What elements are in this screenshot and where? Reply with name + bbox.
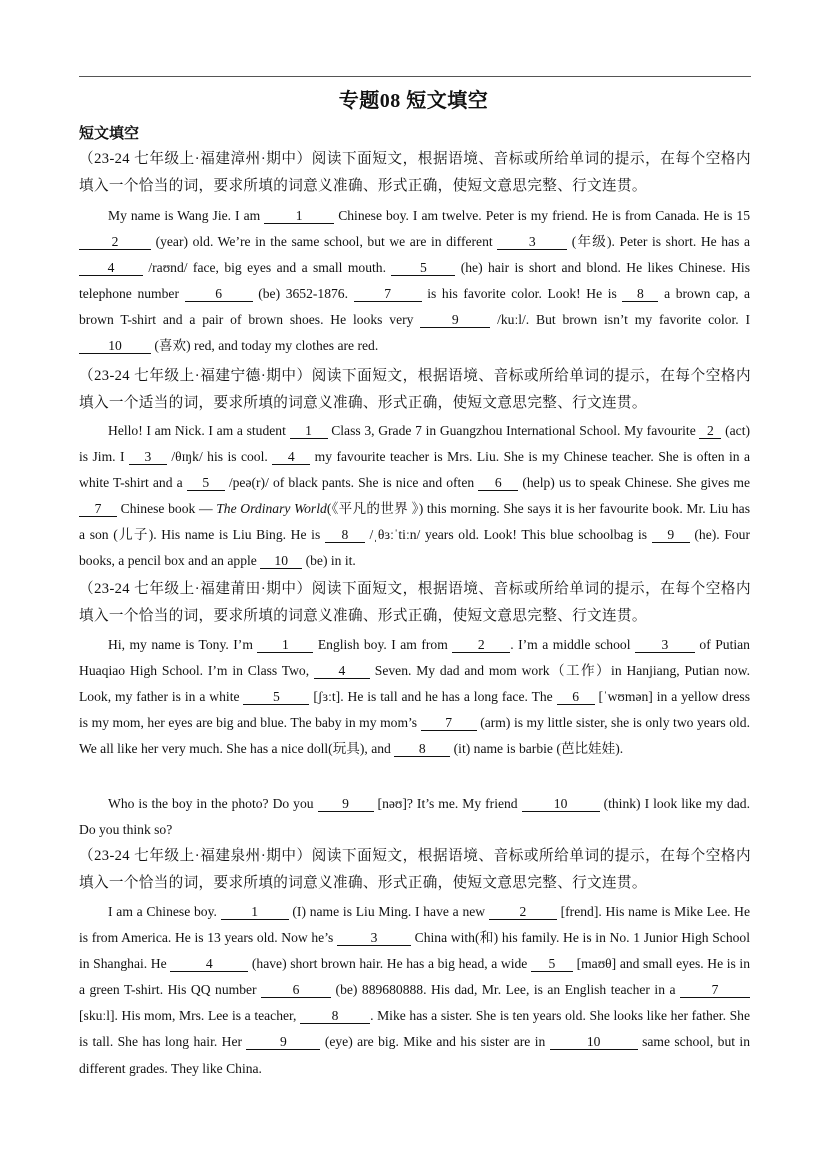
passage-3-text: Hi, my name is Tony. I’m 1 English boy. I am from 2 . I’m a middle school 3 of Putian Huaqiao High School. I’m in Class Two, 4 Seven. My dad and mom work（工作）in Hanjiang, Putian now. Look, my father is in a white 5 [ʃɜːt]. He is tall and he has a long face. The 6 [ˈwʊmən] in a yellow dress is my mom, her eyes are big and blue. The baby in my mom’s 7 (arm) is my little sister, she is only two years old. We all like her very much. She has a nice doll(玩具), and 8 (it) name is barbie (芭比娃娃). — [79, 637, 750, 757]
blank-1[interactable]: 1 — [257, 637, 313, 653]
blank-8[interactable]: 8 — [394, 741, 450, 757]
blank-1[interactable]: 1 — [290, 423, 328, 439]
passage-1-text: My name is Wang Jie. I am 1 Chinese boy. I am twelve. Peter is my friend. He is from Canada. He is 15 2 (year) old. We’re in the same school, but we are in different 3 (年级). Peter is short. He has a 4 /raʊnd/ face, big eyes and a small mouth. 5 (he) hair is short and blond. He likes Chinese. His telephone number 6 (be) 3652-1876. 7 is his favorite color. Look! He is 8 a brown cap, a brown T-shirt and a pair of brown shoes. He looks very 9 /kuːl/. But brown isn’t my favorite color. I 10 (喜欢) red, and today my clothes are red. — [79, 208, 750, 354]
blank-7[interactable]: 7 — [421, 715, 477, 731]
blank-4[interactable]: 4 — [272, 449, 310, 465]
blank-3[interactable]: 3 — [337, 930, 411, 946]
passage-4-intro: （23-24 七年级上·福建泉州·期中）阅读下面短文，根据语境、音标或所给单词的提示，在每个空格内填入一个恰当的词，要求所填的词意义准确、形式正确，使短文意思完整、行文连贯。 — [79, 848, 751, 891]
blank-2[interactable]: 2 — [489, 904, 557, 920]
blank-7[interactable]: 7 — [354, 286, 422, 302]
section-heading: 短文填空 — [79, 126, 140, 142]
blank-2[interactable]: 2 — [452, 637, 510, 653]
blank-3[interactable]: 3 — [497, 234, 567, 250]
blank-8[interactable]: 8 — [622, 286, 658, 302]
blank-6[interactable]: 6 — [185, 286, 253, 302]
blank-10[interactable]: 10 — [260, 553, 302, 569]
blank-2[interactable]: 2 — [79, 234, 151, 250]
passage-2-text: Hello! I am Nick. I am a student 1 Class 3, Grade 7 in Guangzhou International School. My favourite 2 (act) is Jim. I 3 /θɪŋk/ his is cool. 4 my favourite teacher is Mrs. Liu. She is my Chinese teacher. She is often in a white T-shirt and a 5 /peə(r)/ of black pants. She is nice and often 6 (help) us to speak Chinese. She gives me 7 Chinese book — The Ordinary World(《平凡的世界 》) this morning. She says it is her favourite book. Mr. Liu has a son (儿子). His name is Liu Bing. He is 8 /ˌθɜːˈtiːn/ years old. Look! This blue schoolbag is 9 (he). Four books, a pencil box and an apple 10 (be) in it. — [79, 423, 751, 569]
blank-3[interactable]: 3 — [129, 449, 167, 465]
blank-1[interactable]: 1 — [264, 208, 334, 224]
passage-1-intro: （23-24 七年级上·福建漳州·期中）阅读下面短文，根据语境、音标或所给单词的提示，在每个空格内填入一个恰当的词，要求所填的词意义准确、形式正确，使短文意思完整、行文连贯。 — [79, 151, 751, 194]
blank-9[interactable]: 9 — [318, 796, 374, 812]
blank-6[interactable]: 6 — [557, 689, 595, 705]
blank-8[interactable]: 8 — [300, 1008, 370, 1024]
passage-2-intro: （23-24 七年级上·福建宁德·期中）阅读下面短文，根据语境、音标或所给单词的提示，在每个空格内填入一个适当的词，要求所填的词意义准确、形式正确，使短文意思完整、行文连贯。 — [79, 368, 751, 411]
blank-9[interactable]: 9 — [652, 527, 690, 543]
top-rule — [79, 76, 751, 77]
blank-3[interactable]: 3 — [635, 637, 695, 653]
blank-9[interactable]: 9 — [420, 312, 490, 328]
blank-5[interactable]: 5 — [391, 260, 455, 276]
blank-4[interactable]: 4 — [170, 956, 248, 972]
blank-1[interactable]: 1 — [221, 904, 289, 920]
blank-10[interactable]: 10 — [522, 796, 600, 812]
passage-4-text: I am a Chinese boy. 1 (I) name is Liu Ming. I have a new 2 [frend]. His name is Mike Lee. He is from America. He is 13 years old. Now he’s 3 China with(和) his family. He is in No. 1 Junior High School in Shanghai. He 4 (have) short brown hair. He has a big head, a wide 5 [maʊθ] and small eyes. He is in a green T-shirt. His QQ number 6 (be) 889680888. His dad, Mr. Lee, is an English teacher in a 7 [skuːl]. His mom, Mrs. Lee is a teacher, 8 . Mike has a sister. She is ten years old. She looks like her father. She is tall. She has long hair. Her 9 (eye) are big. Mike and his sister are in 10 same school, but in different grades. They like China. — [79, 904, 751, 1076]
blank-5[interactable]: 5 — [243, 689, 309, 705]
blank-2[interactable]: 2 — [699, 423, 721, 439]
blank-5[interactable]: 5 — [187, 475, 225, 491]
blank-9[interactable]: 9 — [246, 1034, 320, 1050]
blank-10[interactable]: 10 — [79, 338, 151, 354]
book-title: The Ordinary World — [216, 501, 327, 517]
passage-3-text-2: Who is the boy in the photo? Do you 9 [nəʊ]? It’s me. My friend 10 (think) I look like my dad. Do you think so? — [79, 796, 750, 838]
blank-5[interactable]: 5 — [531, 956, 573, 972]
blank-8[interactable]: 8 — [325, 527, 365, 543]
blank-4[interactable]: 4 — [79, 260, 143, 276]
blank-7[interactable]: 7 — [79, 501, 117, 517]
passage-3-intro: （23-24 七年级上·福建莆田·期中）阅读下面短文，根据语境、音标或所给单词的提示，在每个空格内填入一个恰当的词，要求所填的词意义准确、形式正确，使短文意思完整、行文连贯。 — [79, 581, 751, 624]
blank-6[interactable]: 6 — [478, 475, 518, 491]
blank-7[interactable]: 7 — [680, 982, 750, 998]
blank-6[interactable]: 6 — [261, 982, 331, 998]
page-title: 专题08 短文填空 — [338, 90, 489, 112]
blank-10[interactable]: 10 — [550, 1034, 638, 1050]
blank-4[interactable]: 4 — [314, 663, 370, 679]
